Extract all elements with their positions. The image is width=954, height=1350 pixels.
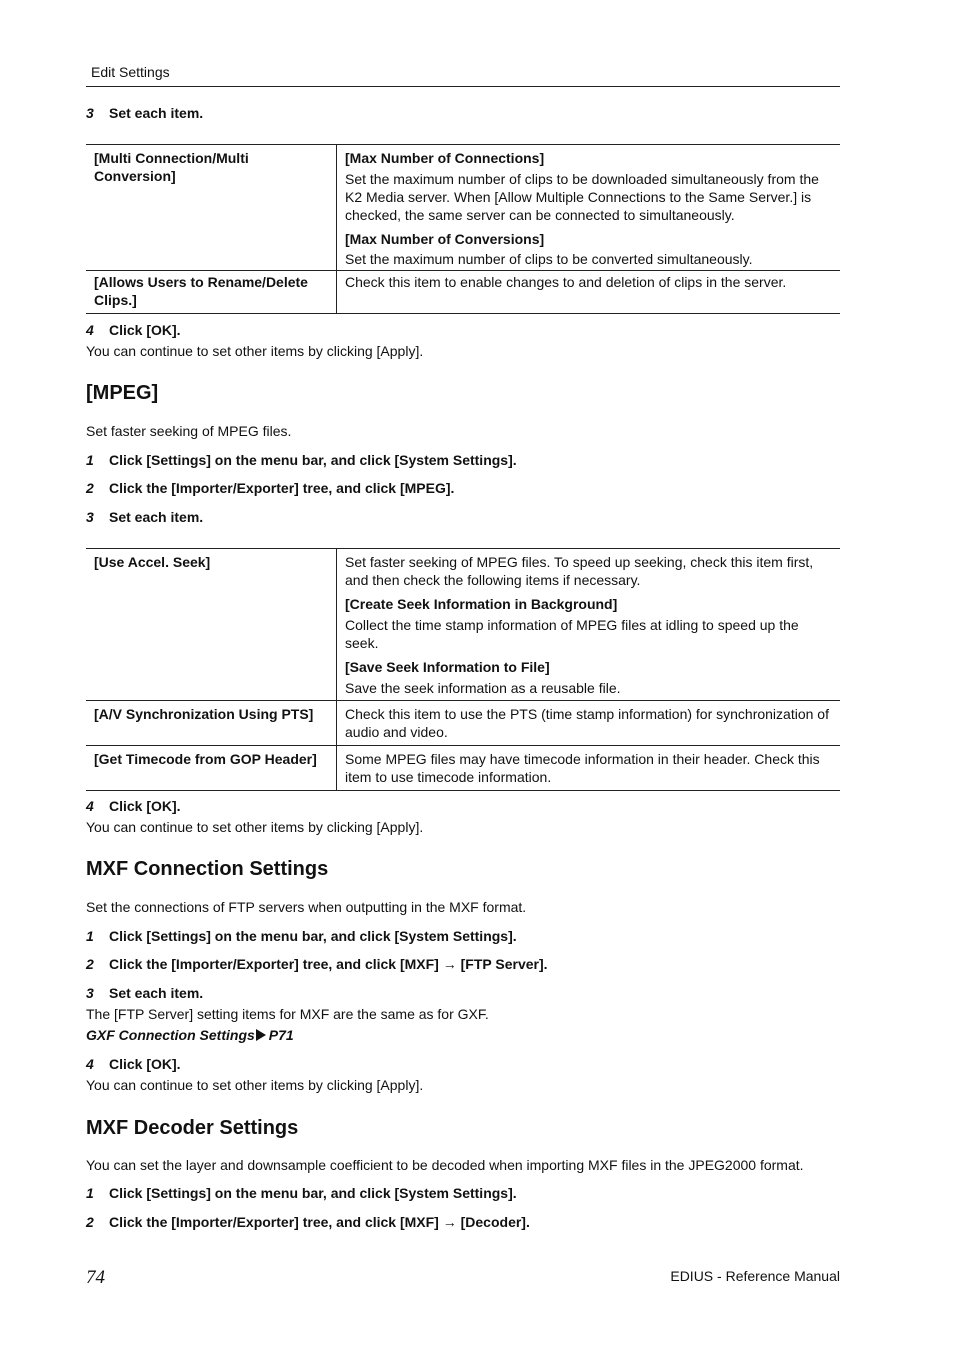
footer-title: EDIUS - Reference Manual (670, 1268, 840, 1284)
section-intro: You can set the layer and downsample coefficient to be decoded when importing MXF files in the JPEG2000 format. (86, 1157, 804, 1173)
step-text: Click [OK]. (109, 798, 181, 814)
step-text: Set each item. (109, 105, 204, 121)
step-text: Click the [Importer/Exporter] tree, and click [MXF] → [Decoder]. (109, 1214, 530, 1230)
table-row (86, 145, 840, 271)
row-description: Check this item to use the PTS (time stamp information) for synchronization of audio and video. (337, 701, 841, 746)
table-row (86, 271, 840, 314)
step-4 (86, 798, 181, 814)
step-text: Click [Settings] on the menu bar, and click [System Settings]. (109, 928, 517, 944)
step-text: Set each item. (109, 509, 204, 525)
table-row (86, 746, 840, 791)
step-text: Click [Settings] on the menu bar, and click [System Settings]. (109, 1185, 517, 1201)
sub-item-title: [Max Number of Connections] (345, 150, 545, 166)
step-number: 4 (86, 1056, 94, 1072)
link-page: P71 (268, 1027, 294, 1043)
step-number: 1 (86, 1185, 94, 1201)
row-label: [Multi Connection/Multi Conversion] (86, 145, 337, 271)
step-number: 4 (86, 322, 94, 338)
step-3 (86, 105, 203, 121)
section-intro: Set faster seeking of MPEG files. (86, 423, 292, 439)
step-text: Click [Settings] on the menu bar, and click [System Settings]. (109, 452, 517, 468)
mpeg-settings-table (86, 548, 840, 791)
step-2 (86, 956, 548, 972)
step-3 (86, 509, 203, 525)
gxf-note: The [FTP Server] setting items for MXF are the same as for GXF. (86, 1006, 489, 1022)
gxf-connection-link[interactable] (86, 1027, 294, 1043)
section-heading-mxf-connection: MXF Connection Settings (86, 858, 329, 880)
step-number: 2 (86, 1214, 94, 1230)
row-description (337, 145, 841, 271)
step-1 (86, 452, 517, 468)
row-description: Check this item to enable changes to and deletion of clips in the server. (337, 271, 841, 314)
step-1 (86, 928, 517, 944)
step-number: 3 (86, 985, 94, 1001)
section-heading-mxf-decoder: MXF Decoder Settings (86, 1117, 299, 1139)
step-number: 2 (86, 956, 94, 972)
step-number: 3 (86, 509, 94, 525)
row-label: [Get Timecode from GOP Header] (86, 746, 337, 791)
multi-connection-table (86, 144, 840, 314)
row-label: [A/V Synchronization Using PTS] (86, 701, 337, 746)
link-text: GXF Connection Settings (86, 1027, 255, 1043)
step-number: 1 (86, 452, 94, 468)
step-text: Click [OK]. (109, 1056, 181, 1072)
step-text: Set each item. (109, 985, 204, 1001)
apply-note: You can continue to set other items by clicking [Apply]. (86, 343, 424, 359)
step-number: 3 (86, 105, 94, 121)
row-description: Some MPEG files may have timecode information in their header. Check this item to use timecode information. (337, 746, 841, 791)
section-heading-mpeg: [MPEG] (86, 382, 159, 404)
sub-item-text: Save the seek information as a reusable file. (345, 680, 621, 696)
step-text: Click the [Importer/Exporter] tree, and click [MPEG]. (109, 480, 455, 496)
section-intro: Set the connections of FTP servers when outputting in the MXF format. (86, 899, 527, 915)
step-number: 4 (86, 798, 94, 814)
sub-item-text: Set the maximum number of clips to be converted simultaneously. (345, 251, 753, 267)
row-label: [Allows Users to Rename/Delete Clips.] (86, 271, 337, 314)
right-triangle-icon (256, 1029, 266, 1041)
step-3 (86, 985, 203, 1001)
sub-item-text: Set the maximum number of clips to be downloaded simultaneously from the K2 Media server. When [Allow Multiple Connections to the Same Server.] is checked, the same server can be connected to simultaneously. (345, 171, 819, 223)
apply-note: You can continue to set other items by clicking [Apply]. (86, 1077, 424, 1093)
step-text: Click [OK]. (109, 322, 181, 338)
step-1 (86, 1185, 517, 1201)
table-row (86, 549, 840, 701)
page-number: 74 (86, 1267, 105, 1288)
step-2 (86, 480, 454, 496)
running-header: Edit Settings (91, 64, 170, 80)
step-2 (86, 1214, 530, 1230)
sub-item-text: Collect the time stamp information of MPEG files at idling to speed up the seek. (345, 617, 799, 651)
sub-item-title: [Max Number of Conversions] (345, 231, 545, 247)
table-row (86, 701, 840, 746)
step-number: 2 (86, 480, 94, 496)
header-rule (86, 86, 840, 87)
step-text: Click the [Importer/Exporter] tree, and click [MXF] → [FTP Server]. (109, 956, 548, 972)
sub-item-title: [Save Seek Information to File] (345, 659, 550, 675)
step-number: 1 (86, 928, 94, 944)
apply-note: You can continue to set other items by clicking [Apply]. (86, 819, 424, 835)
row-description (337, 549, 841, 701)
row-label: [Use Accel. Seek] (86, 549, 337, 701)
row-text: Set faster seeking of MPEG files. To speed up seeking, check this item first, and then check the following items if necessary. (345, 554, 814, 588)
step-4 (86, 322, 181, 338)
step-4 (86, 1056, 181, 1072)
sub-item-title: [Create Seek Information in Background] (345, 596, 618, 612)
